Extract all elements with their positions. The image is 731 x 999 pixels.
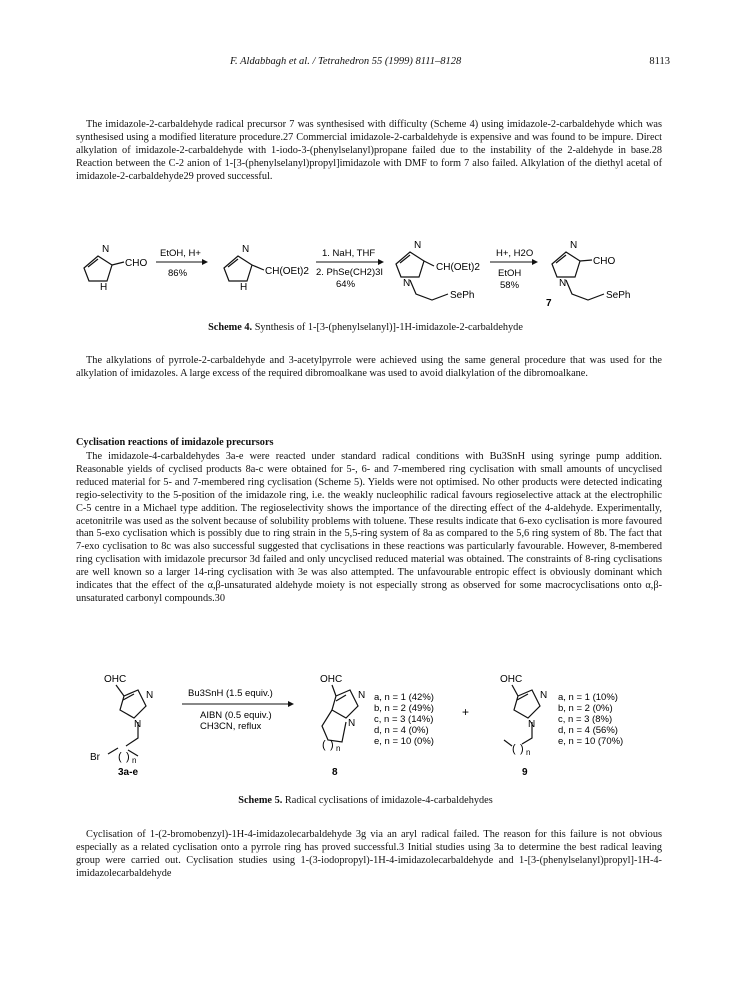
product9-yield-list <box>558 692 623 747</box>
step1-conditions: EtOH, H+ <box>160 248 201 259</box>
ring3-seph-label: SePh <box>450 290 475 301</box>
reagent-aibn: AIBN (0.5 equiv.) <box>200 710 272 721</box>
scheme-4 <box>60 220 680 320</box>
product8-label: 8 <box>332 767 338 776</box>
yield8-b: b, n = 2 (49%) <box>374 703 434 714</box>
ring1-h-label: H <box>100 282 108 293</box>
yield8-e: e, n = 10 (0%) <box>374 736 434 747</box>
reagent-solvent: CH3CN, reflux <box>200 721 262 732</box>
product9-imidazole-ring <box>504 685 540 746</box>
paragraph-aryl-radical: Cyclisation of 1-(2-bromobenzyl)-1H-4-imidazolecarbaldehyde 3g via an aryl radical failed. The reason for this failure is not obvious especially as a related cyclisation onto a pyrrole ring has proved successful.3 Initial studies using 3a to determine the best radical leaving group were carried out. Cyclisation studies using 1-(3-iodopropyl)-1H-4-imidazolecarbaldehyde and 1-[3-(phenylselanyl)propyl]-1H-4-imidazolecarbaldehyde <box>76 829 662 879</box>
scheme5-arrowhead <box>288 701 294 707</box>
ring3-n1-label: N <box>403 278 411 289</box>
imidazole-ring-1 <box>84 256 124 281</box>
paragraph-scheme4-intro: The imidazole-2-carbaldehyde radical precursor 7 was synthesised with difficulty (Scheme 4) using imidazole-2-carbaldehyde which was synthesised using a modified literature procedure.27 Commercial imidazole-2-carbaldehyde is expensive and was found to be impure. Direct alkylation of imidazole-2-carbaldehyde with 1-iodo-3-(phenylselanyl)propane failed due to the instability of the 2-aldehyde in base.28 Reaction between the C-2 anion of 1-[3-(phenylselanyl)propyl]imidazole with DMF to form 7 also failed. Alkylation of the diethyl acetal of imidazole-2-carbaldehyde29 proved successful. <box>76 119 662 182</box>
product8-paren-left: ( <box>322 739 326 751</box>
ring4-n-label: N <box>570 240 578 251</box>
ring4-cho-label: CHO <box>593 256 616 267</box>
product9-paren-right: ) <box>520 743 524 755</box>
ring2-acetal-label: CH(OEt)2 <box>265 266 309 277</box>
yield8-d: d, n = 4 (0%) <box>374 725 429 736</box>
running-title: F. Aldabbagh et al. / Tetrahedron 55 (1999) 8111–8128 <box>230 56 462 67</box>
page-header <box>70 56 670 70</box>
start-n-subscript: n <box>132 756 137 765</box>
start-paren-left: ( <box>118 751 122 763</box>
ring2-n-label: N <box>242 244 250 255</box>
page-number: 8113 <box>649 56 670 67</box>
product8-bicyclic-ring <box>322 685 358 742</box>
step3-conditions: H+, H2O <box>496 248 534 259</box>
ring3-acetal-label: CH(OEt)2 <box>436 262 480 273</box>
compound-7-label: 7 <box>546 298 552 309</box>
paragraph-alkylation: The alkylations of pyrrole-2-carbaldehyde and 3-acetylpyrrole were achieved using the same general procedure that was used for the alkylation of imidazoles. A large excess of the required dibromoalkane was used to avoid dialkylation of the dibromoalkane. <box>76 355 662 379</box>
product8-yield-list <box>374 692 434 747</box>
section-heading: Cyclisation reactions of imidazole precursors <box>76 437 274 448</box>
step1-arrowhead <box>202 259 208 265</box>
ring3-n-label: N <box>414 240 422 251</box>
start-ohc-label: OHC <box>104 674 127 685</box>
yield9-d: d, n = 4 (56%) <box>558 725 618 736</box>
scheme-5-drawing <box>60 668 680 776</box>
product8-paren-right: ) <box>330 739 334 751</box>
product8-n1-label: N <box>348 718 356 729</box>
ring1-n-label: N <box>102 244 110 255</box>
yield9-e: e, n = 10 (70%) <box>558 736 624 747</box>
step3-yield: 58% <box>500 280 520 291</box>
product9-n-label: N <box>540 690 548 701</box>
ring4-n1-label: N <box>559 278 567 289</box>
ring2-h-label: H <box>240 282 248 293</box>
ring1-cho-label: CHO <box>125 258 148 269</box>
scheme-5 <box>60 668 680 776</box>
start-compound-label: 3a-e <box>118 767 139 776</box>
start-n1-label: N <box>134 719 142 730</box>
step2-arrowhead <box>378 259 384 265</box>
imidazole-ring-3 <box>396 252 448 300</box>
start-n-label: N <box>146 690 154 701</box>
step3-arrowhead <box>532 259 538 265</box>
product9-paren-left: ( <box>512 743 516 755</box>
product9-n1-label: N <box>528 719 536 730</box>
ring4-seph-label: SePh <box>606 290 631 301</box>
yield8-a: a, n = 1 (42%) <box>374 692 434 703</box>
yield9-a: a, n = 1 (10%) <box>558 692 618 703</box>
step1-yield: 86% <box>168 268 188 279</box>
yield9-b: b, n = 2 (0%) <box>558 703 613 714</box>
reagent-bu3snh: Bu3SnH (1.5 equiv.) <box>188 688 273 699</box>
product8-n-subscript: n <box>336 744 341 753</box>
product8-n-label: N <box>358 690 366 701</box>
product8-ohc-label: OHC <box>320 674 343 685</box>
plus-sign: + <box>462 705 470 719</box>
scheme-4-caption: Scheme 4. Synthesis of 1-[3-(phenylselanyl)]-1H-imidazole-2-carbaldehyde <box>208 322 523 333</box>
start-paren-right: ) <box>126 751 130 763</box>
step2-yield: 64% <box>336 279 356 290</box>
yield8-c: c, n = 3 (14%) <box>374 714 434 725</box>
start-br-label: Br <box>90 752 100 763</box>
scheme-5-caption: Scheme 5. Radical cyclisations of imidazole-4-carbaldehydes <box>238 795 493 806</box>
imidazole-ring-2 <box>224 256 264 281</box>
step3-solvent: EtOH <box>498 268 522 279</box>
paragraph-cyclisation: The imidazole-4-carbaldehydes 3a-e were reacted under standard radical conditions with Bu3SnH using syringe pump addition. Reasonable yields of cyclised products 8a-c were obtained for 5-, 6- and 7-membered ring cyclisation with small amounts of uncyclised reduced material for 5- and 7-membered ring cyclisation (Scheme 5). Yields were not optimised. No other products were detected indicating regio-selectivity to the 5-position of the imidazole ring, i.e. the weakly nucleophilic radical favours regioselective attack at the electrophilic C-5 centre in a Michael type addition. The regioselectivity shows the importance of the directing effect of the 4-aldehyde. Experimentally, acetonitrile was used as the solvent because of solubility problems with toluene. These results indicate that 6-exo cyclisation is more favoured than 5-exo cyclisation which is possibly due to ring strain in the 5,5-ring system of 8a as compared to the 5,6 ring system of 8b. The fact that 7-exo cyclisation to 8c was also successful suggested that cyclisations in these reactions was particularly favourable. However, 8-membered ring cyclisation with imidazole precursor 3d failed and only uncyclised reduced material was obtained. The constraints of 8-ring cyclisations are well known so a larger 14-ring cyclisation with 3e was also attempted. The unfavourable entropic effect is obviously dominant which indicates that the effect of the α,β-unsaturated aldehyde moiety is not especially strong as observed for some macrocyclisations onto α,β-unsaturated carbonyl compounds.30 <box>76 451 662 604</box>
scheme-4-drawing <box>60 220 680 320</box>
product9-n-subscript: n <box>526 748 531 757</box>
product9-ohc-label: OHC <box>500 674 523 685</box>
yield9-c: c, n = 3 (8%) <box>558 714 613 725</box>
step2-conditions-2: 2. PhSe(CH2)3I <box>316 267 384 278</box>
product9-label: 9 <box>522 767 528 776</box>
step2-conditions-1: 1. NaH, THF <box>322 248 376 259</box>
